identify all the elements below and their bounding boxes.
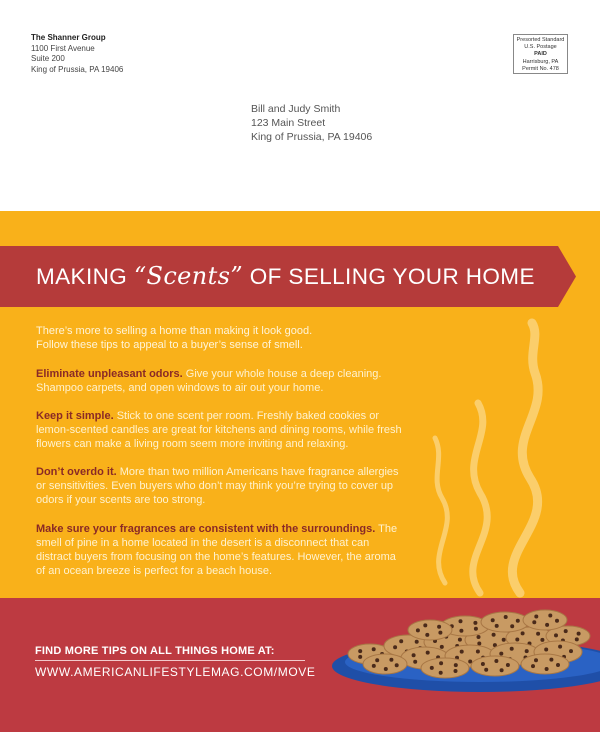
intro-text [36, 324, 376, 352]
chocolate-chip [491, 618, 495, 622]
chocolate-chip [459, 629, 463, 633]
chocolate-chip [510, 647, 514, 651]
chocolate-chip [412, 653, 416, 657]
recipient-name: Bill and Judy Smith [251, 103, 341, 115]
chocolate-chip [458, 638, 462, 642]
chocolate-chip [534, 615, 538, 619]
chocolate-chip [384, 667, 388, 671]
tip-keep-simple [36, 409, 406, 451]
postage-line: Presorted Standard [516, 37, 565, 43]
chocolate-chip [477, 642, 481, 646]
chocolate-chip [389, 658, 393, 662]
tip-body: More than two million Americans have fragrance allergies or sensitivities. Even buyers who don’t may think you’re trying to cover up odors if your scents are too strong. [36, 466, 399, 506]
tip-heading: Keep it simple. [36, 410, 114, 422]
tip-consistent-fragrances [36, 522, 406, 578]
recipient-address [251, 102, 372, 144]
chocolate-chip [531, 664, 535, 668]
cookie [408, 620, 452, 640]
chocolate-chip [477, 635, 481, 639]
chocolate-chip [532, 620, 536, 624]
chocolate-chip [393, 645, 397, 649]
recipient-city-state-zip: King of Prussia, PA 19406 [251, 131, 373, 143]
chocolate-chip [481, 662, 485, 666]
chocolate-chip [500, 668, 504, 672]
chocolate-chip [426, 651, 430, 655]
chocolate-chip [484, 668, 488, 672]
chocolate-chip [358, 655, 362, 659]
cookie [523, 610, 567, 630]
chocolate-chip [516, 619, 520, 623]
chocolate-chip [423, 623, 427, 627]
postage-line: U.S. Postage [524, 44, 557, 51]
chocolate-chip [545, 667, 549, 671]
cookies-pile [348, 610, 590, 678]
chocolate-chip [415, 640, 419, 644]
chocolate-chip [506, 663, 510, 667]
chocolate-chip [536, 632, 540, 636]
sender-city-state-zip: King of Prussia, PA 19406 [31, 64, 124, 74]
chocolate-chip [454, 669, 458, 673]
tip-dont-overdo [36, 465, 406, 507]
chocolate-chip [372, 664, 376, 668]
intro-line: There’s more to selling a home than making it look good. [36, 325, 313, 337]
chocolate-chip [502, 638, 506, 642]
chocolate-chip [416, 628, 420, 632]
chocolate-chip [564, 629, 568, 633]
chocolate-chip [395, 663, 399, 667]
cookie-plate-icon [330, 596, 600, 706]
chocolate-chip [476, 650, 480, 654]
chocolate-chip [510, 624, 514, 628]
sender-name: The Shanner Group [31, 33, 106, 42]
chocolate-chip [548, 614, 552, 618]
chocolate-chip [540, 638, 544, 642]
chocolate-chip [425, 633, 429, 637]
chocolate-chip [558, 645, 562, 649]
sender-address-line2: Suite 200 [31, 54, 65, 63]
chocolate-chip [555, 619, 559, 623]
footer-url-link[interactable]: WWW.AMERICANLIFESTYLEMAG.COM/MOVE [35, 665, 316, 679]
footer-divider [35, 660, 305, 661]
chocolate-chip [492, 633, 496, 637]
chocolate-chip [544, 648, 548, 652]
tip-body: The smell of pine in a home located in the desert is a disconnect that can distract buyers from focusing on the home’s features. However, the aroma of an ocean breeze is perfect for a beach house. [36, 523, 398, 577]
chocolate-chip [554, 633, 558, 637]
cookie [521, 654, 569, 674]
chocolate-chip [460, 650, 464, 654]
chocolate-chip [399, 639, 403, 643]
chocolate-chip [437, 625, 441, 629]
tip-heading: Don’t overdo it. [36, 466, 117, 478]
postage-paid: PAID [534, 51, 547, 58]
chocolate-chip [459, 619, 463, 623]
postage-permit: Permit No. 478 [522, 65, 559, 72]
chocolate-chip [473, 621, 477, 625]
banner-title-prefix: MAKING [36, 264, 134, 289]
chocolate-chip [454, 663, 458, 667]
tip-body: Stick to one scent per room. Freshly baked cookies or lemon-scented candles are great for kitchens and dining rooms, while fresh flowers can make a living room seem more inviting and relaxing. [36, 410, 402, 450]
postage-line: Harrisburg, PA [522, 58, 559, 65]
chocolate-chip [521, 631, 525, 635]
chocolate-chip [438, 631, 442, 635]
chocolate-chip [375, 658, 379, 662]
chocolate-chip [545, 623, 549, 627]
banner-title-suffix: OF SELLING YOUR HOME [243, 264, 535, 289]
cookie [481, 612, 529, 632]
tip-body: Give your whole house a deep cleaning. Shampoo carpets, and open windows to air out your home. [36, 368, 382, 394]
chocolate-chip [549, 658, 553, 662]
sender-address-line1: 1100 First Avenue [31, 43, 95, 53]
chocolate-chip [556, 663, 560, 667]
tip-heading: Make sure your fragrances are consistent with the surroundings. [36, 523, 376, 535]
chocolate-chip [569, 649, 573, 653]
recipient-street: 123 Main Street [251, 117, 326, 129]
chocolate-chip [495, 624, 499, 628]
chocolate-chip [439, 671, 443, 675]
chocolate-chip [413, 660, 417, 664]
cookie [421, 658, 469, 678]
chocolate-chip [577, 632, 581, 636]
chocolate-chip [575, 637, 579, 641]
chocolate-chip [515, 638, 519, 642]
chocolate-chip [440, 645, 444, 649]
sender-address [31, 33, 123, 75]
banner-title-highlight: “Scents” [133, 262, 244, 290]
banner-title [36, 262, 535, 290]
steam-icon [420, 318, 565, 598]
cookie [363, 654, 407, 674]
footer-cta: FIND MORE TIPS ON ALL THINGS HOME AT: [35, 645, 275, 657]
tip-heading: Eliminate unpleasant odors. [36, 368, 183, 380]
chocolate-chip [499, 652, 503, 656]
chocolate-chip [358, 649, 362, 653]
tip-eliminate-odors [36, 367, 406, 395]
cookie [471, 656, 519, 676]
chocolate-chip [494, 659, 498, 663]
chocolate-chip [372, 647, 376, 651]
chocolate-chip [439, 661, 443, 665]
chocolate-chip [534, 658, 538, 662]
chocolate-chip [525, 649, 529, 653]
chocolate-chip [474, 627, 478, 631]
chocolate-chip [430, 666, 434, 670]
chocolate-chip [504, 615, 508, 619]
intro-line: Follow these tips to appeal to a buyer’s sense of smell. [36, 339, 303, 351]
postage-indicia [513, 34, 568, 74]
